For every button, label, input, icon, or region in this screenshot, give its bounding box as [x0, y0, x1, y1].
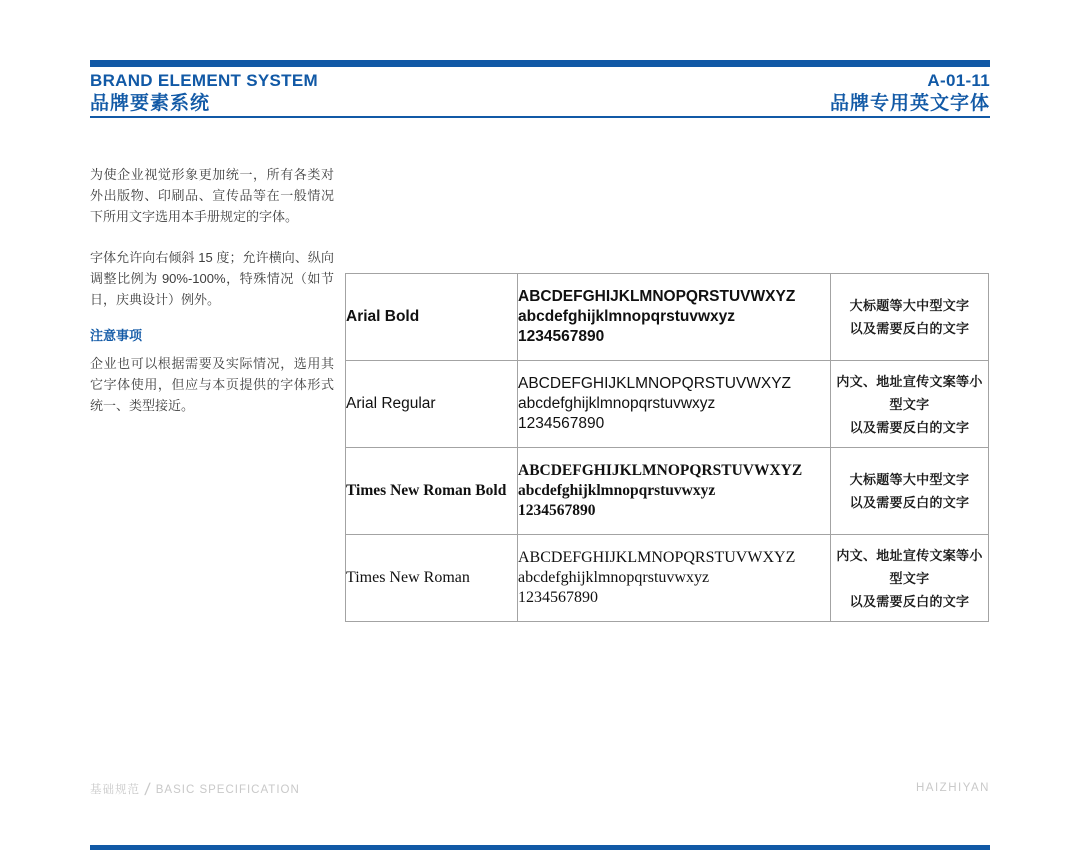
- sample-lowercase: abcdefghijklmnopqrstuvwxyz: [518, 395, 716, 412]
- sample-digits: 1234567890: [518, 589, 598, 606]
- usage-cell: [831, 361, 989, 448]
- header-rule: [90, 116, 990, 118]
- sample-digits: 1234567890: [518, 328, 605, 345]
- font-name-cell: Times New Roman: [346, 535, 518, 622]
- usage-line-1: 内文、地址宣传文案等小型文字: [836, 547, 983, 586]
- font-sample-cell: [518, 535, 831, 622]
- page-subtitle-cn: 品牌专用英文字体: [829, 93, 990, 114]
- footer-section-label: [90, 780, 300, 800]
- sample-uppercase: ABCDEFGHIJKLMNOPQRSTUVWXYZ: [518, 375, 791, 392]
- system-title-cn: 品牌要素系统: [90, 93, 211, 114]
- font-name-cell: Arial Regular: [346, 361, 518, 448]
- page-code: A-01-11: [927, 71, 990, 90]
- table-row-arial-bold: [346, 274, 989, 361]
- usage-cell: [831, 448, 989, 535]
- sample-digits: 1234567890: [518, 415, 605, 432]
- usage-line-2: 以及需要反白的文字: [849, 321, 970, 336]
- notes-title: 注意事项: [90, 328, 143, 343]
- usage-cell: [831, 535, 989, 622]
- footer-brand-name: HAIZHIYAN: [916, 782, 990, 794]
- usage-line-1: 内文、地址宣传文案等小型文字: [836, 373, 983, 412]
- sample-uppercase: ABCDEFGHIJKLMNOPQRSTUVWXYZ: [518, 462, 803, 479]
- notes-body: 企业也可以根据需要及实际情况，选用其它字体使用，但应与本页提供的字体形式统一、类型接近。: [90, 356, 334, 413]
- table-row-arial-regular: [346, 361, 989, 448]
- sample-uppercase: ABCDEFGHIJKLMNOPQRSTUVWXYZ: [518, 288, 796, 305]
- usage-line-2: 以及需要反白的文字: [849, 593, 970, 609]
- font-name-cell: Arial Bold: [346, 274, 518, 361]
- sample-digits: 1234567890: [518, 502, 596, 519]
- table-row-times-bold: [346, 448, 989, 535]
- footer-slash: /: [143, 780, 153, 799]
- sample-lowercase: abcdefghijklmnopqrstuvwxyz: [518, 308, 736, 325]
- header-left: [90, 71, 318, 116]
- bottom-accent-bar: [90, 845, 990, 850]
- sample-uppercase: ABCDEFGHIJKLMNOPQRSTUVWXYZ: [518, 549, 796, 566]
- header-right: [590, 71, 990, 116]
- intro-column: [90, 164, 334, 416]
- sample-lowercase: abcdefghijklmnopqrstuvwxyz: [518, 569, 710, 586]
- footer-label-cn: 基础规范: [90, 784, 140, 796]
- font-spec-table: [345, 273, 989, 622]
- usage-line-1: 大标题等大中型文字: [849, 298, 970, 313]
- font-sample-cell: [518, 448, 831, 535]
- intro-paragraph-2: 字体允许向右倾斜 15 度；允许横向、纵向调整比例为 90%-100%，特殊情况（如节日，庆典设计）例外。: [90, 250, 334, 307]
- usage-line-2: 以及需要反白的文字: [849, 419, 970, 435]
- font-sample-cell: [518, 274, 831, 361]
- font-name-cell: Times New Roman Bold: [346, 448, 518, 535]
- usage-line-1: 大标题等大中型文字: [849, 472, 970, 487]
- usage-line-2: 以及需要反白的文字: [849, 495, 970, 510]
- footer-label-en: BASIC SPECIFICATION: [155, 784, 300, 796]
- usage-cell: [831, 274, 989, 361]
- sample-lowercase: abcdefghijklmnopqrstuvwxyz: [518, 482, 716, 499]
- intro-paragraph-1: 为使企业视觉形象更加统一，所有各类对外出版物、印刷品、宣传品等在一般情况下所用文字选用本手册规定的字体。: [90, 167, 334, 224]
- table-row-times-regular: [346, 535, 989, 622]
- system-title-en: BRAND ELEMENT SYSTEM: [90, 71, 318, 90]
- font-sample-cell: [518, 361, 831, 448]
- top-accent-bar: [90, 60, 990, 67]
